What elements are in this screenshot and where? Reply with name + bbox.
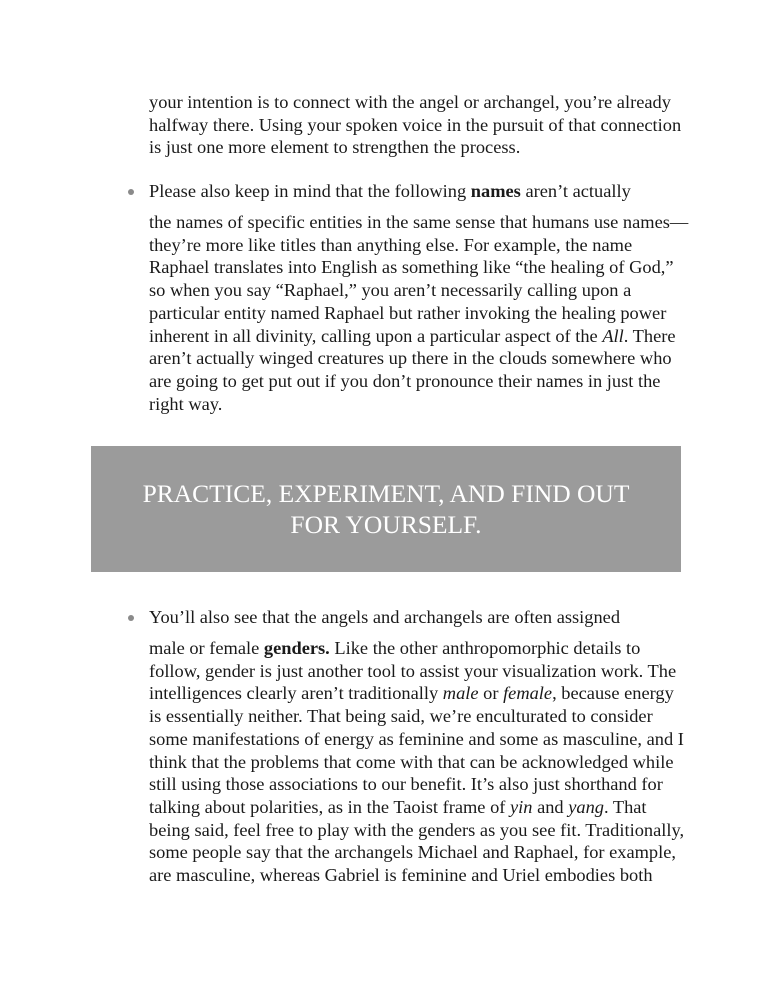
italic-male: male: [442, 683, 479, 704]
intro-paragraph: your intention is to connect with the angel or archangel, you’re already halfway there. Using your spoken voice in the pursuit of that connection is just one more element to strengthen the process.: [149, 92, 682, 158]
italic-female: female: [503, 683, 553, 704]
bullet-icon: [128, 189, 134, 195]
names-bullet-first-line: Please also keep in mind that the following names aren’t actually: [149, 181, 631, 201]
genders-bullet-body: male or female genders. Like the other anthropomorphic details to follow, gender is just another tool to assist your visualization work. The intelligences clearly aren’t traditionally male or female, because energy is essentially neither. That being said, we’re enculturated to consider some manifestations of energy as feminine and some as masculine, and I think that the problems that come with that can be acknowledged while still using those associations to our benefit. It’s also just shorthand for talking about polarities, as in the Taoist frame of yin and yang. That being said, feel free to play with the genders as you see fit. Traditionally, some people say that the archangels Michael and Raphael, for example, are masculine, whereas Gabriel is feminine and Uriel embodies both: [149, 638, 685, 886]
names-bold-term: names: [470, 181, 521, 201]
bullet-icon: [128, 615, 134, 621]
italic-yin: yin: [510, 796, 533, 817]
genders-bullet-first-line: You’ll also see that the angels and archangels are often assigned: [149, 607, 621, 627]
italic-yang: yang: [568, 796, 604, 817]
genders-bold-term: genders.: [263, 638, 330, 658]
italic-all: All: [602, 325, 624, 346]
names-bullet-body: the names of specific entities in the same sense that humans use names—they’re more like titles than anything else. For example, the name Raphael translates into English as something like “the healing of God,” so when you say “Raphael,” you aren’t necessarily calling upon a particular entity named Raphael but rather invoking the healing power inherent in all divinity, calling upon a particular aspect of the All. There aren’t actually winged creatures up there in the clouds somewhere who are going to get put out if you don’t pronounce their names in just the right way.: [149, 212, 689, 414]
callout-box: [91, 446, 681, 572]
callout-text: PRACTICE, EXPERIMENT, AND FIND OUT FOR YOURSELF.: [142, 479, 630, 539]
